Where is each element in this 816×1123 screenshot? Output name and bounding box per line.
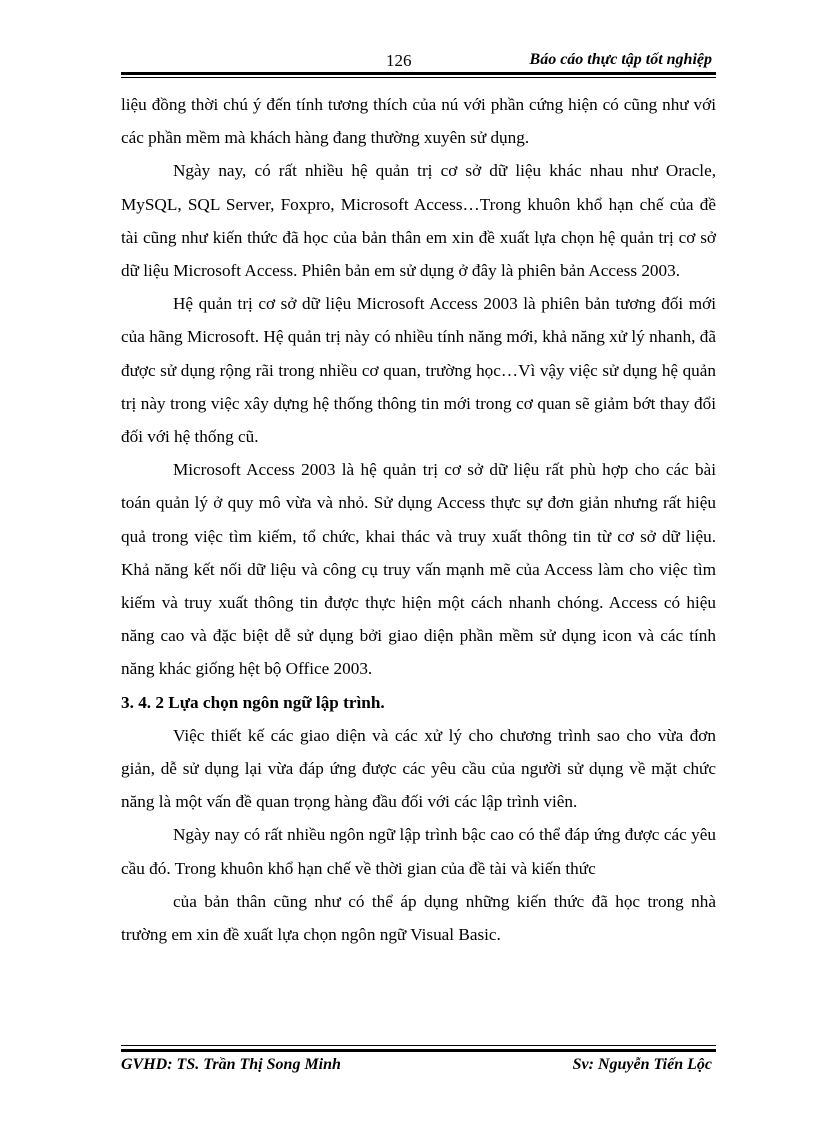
- header-rule-thin: [121, 77, 716, 78]
- page-header: [121, 48, 716, 78]
- page-number: 126: [386, 51, 412, 70]
- header-rule-thick: [121, 72, 716, 75]
- footer-rule-thick: [121, 1049, 716, 1052]
- paragraph-access-intro: Hệ quản trị cơ sở dữ liệu Microsoft Access 2003 là phiên bản tương đối mới của hãng Microsoft. Hệ quản trị này có nhiều tính năng mới, khả năng xử lý nhanh, đã được sử dụng rộng rãi trong nhiều cơ quan, trường học…Vì vậy việc sử dụng hệ quản trị này trong việc xây dựng hệ thống thông tin mới trong cơ quan sẽ giảm bớt thay đổi đối với hệ thống cũ.: [121, 294, 716, 447]
- footer-rule-thin: [121, 1045, 716, 1046]
- section-heading: 3. 4. 2 Lựa chọn ngôn ngữ lập trình.: [121, 692, 385, 712]
- paragraph-ui-design: Việc thiết kế các giao diện và các xử lý cho chương trình sao cho vừa đơn giản, dễ sử dụng lại vừa đáp ứng được các yêu cầu của người sử dụng về mặt chức năng là một vấn đề quan trọng hàng đầu đối với các lập trình viên.: [121, 725, 716, 812]
- paragraph-access-benefits: Microsoft Access 2003 là hệ quản trị cơ sở dữ liệu rất phù hợp cho các bài toán quản lý ở quy mô vừa và nhỏ. Sử dụng Access thực sự đơn giản nhưng rất hiệu quả trong việc tìm kiếm, tổ chức, khai thác và truy xuất thông tin từ cơ sở dữ liệu. Khả năng kết nối dữ liệu và công cụ truy vấn mạnh mẽ của Access làm cho việc tìm kiếm và truy xuất thông tin được thực hiện một cách nhanh chóng. Access có hiệu năng cao và đặc biệt dễ sử dụng bởi giao diện phần mềm sử dụng icon và các tính năng khác giống hệt bộ Office 2003.: [121, 460, 716, 679]
- paragraph-languages: Ngày nay có rất nhiều ngôn ngữ lập trình bậc cao có thể đáp ứng được các yêu cầu đó. Trong khuôn khổ hạn chế về thời gian của đề tài và kiến thức: [121, 825, 716, 878]
- footer-supervisor: GVHD: TS. Trần Thị Song Minh: [121, 1056, 341, 1073]
- header-title: Báo cáo thực tập tốt nghiệp: [529, 51, 712, 68]
- paragraph-continuation: liệu đồng thời chú ý đến tính tương thích của nú với phần cứng hiện có cũng như với các phần mềm mà khách hàng đang thường xuyên sử dụng.: [121, 95, 716, 148]
- footer-student: Sv: Nguyễn Tiến Lộc: [572, 1056, 712, 1073]
- page-content: [121, 88, 716, 951]
- page-footer: [121, 1045, 716, 1085]
- paragraph-dbms-list: Ngày nay, có rất nhiều hệ quản trị cơ sở dữ liệu khác nhau như Oracle, MySQL, SQL Server, Foxpro, Microsoft Access…Trong khuôn khổ hạn chế của đề tài cũng như kiến thức đã học của bản thân em xin đề xuất lựa chọn hệ quản trị cơ sở dữ liệu Microsoft Access. Phiên bản em sử dụng ở đây là phiên bản Access 2003.: [121, 161, 716, 281]
- paragraph-visual-basic: của bản thân cũng như có thể áp dụng những kiến thức đã học trong nhà trường em xin đề xuất lựa chọn ngôn ngữ Visual Basic.: [121, 891, 716, 945]
